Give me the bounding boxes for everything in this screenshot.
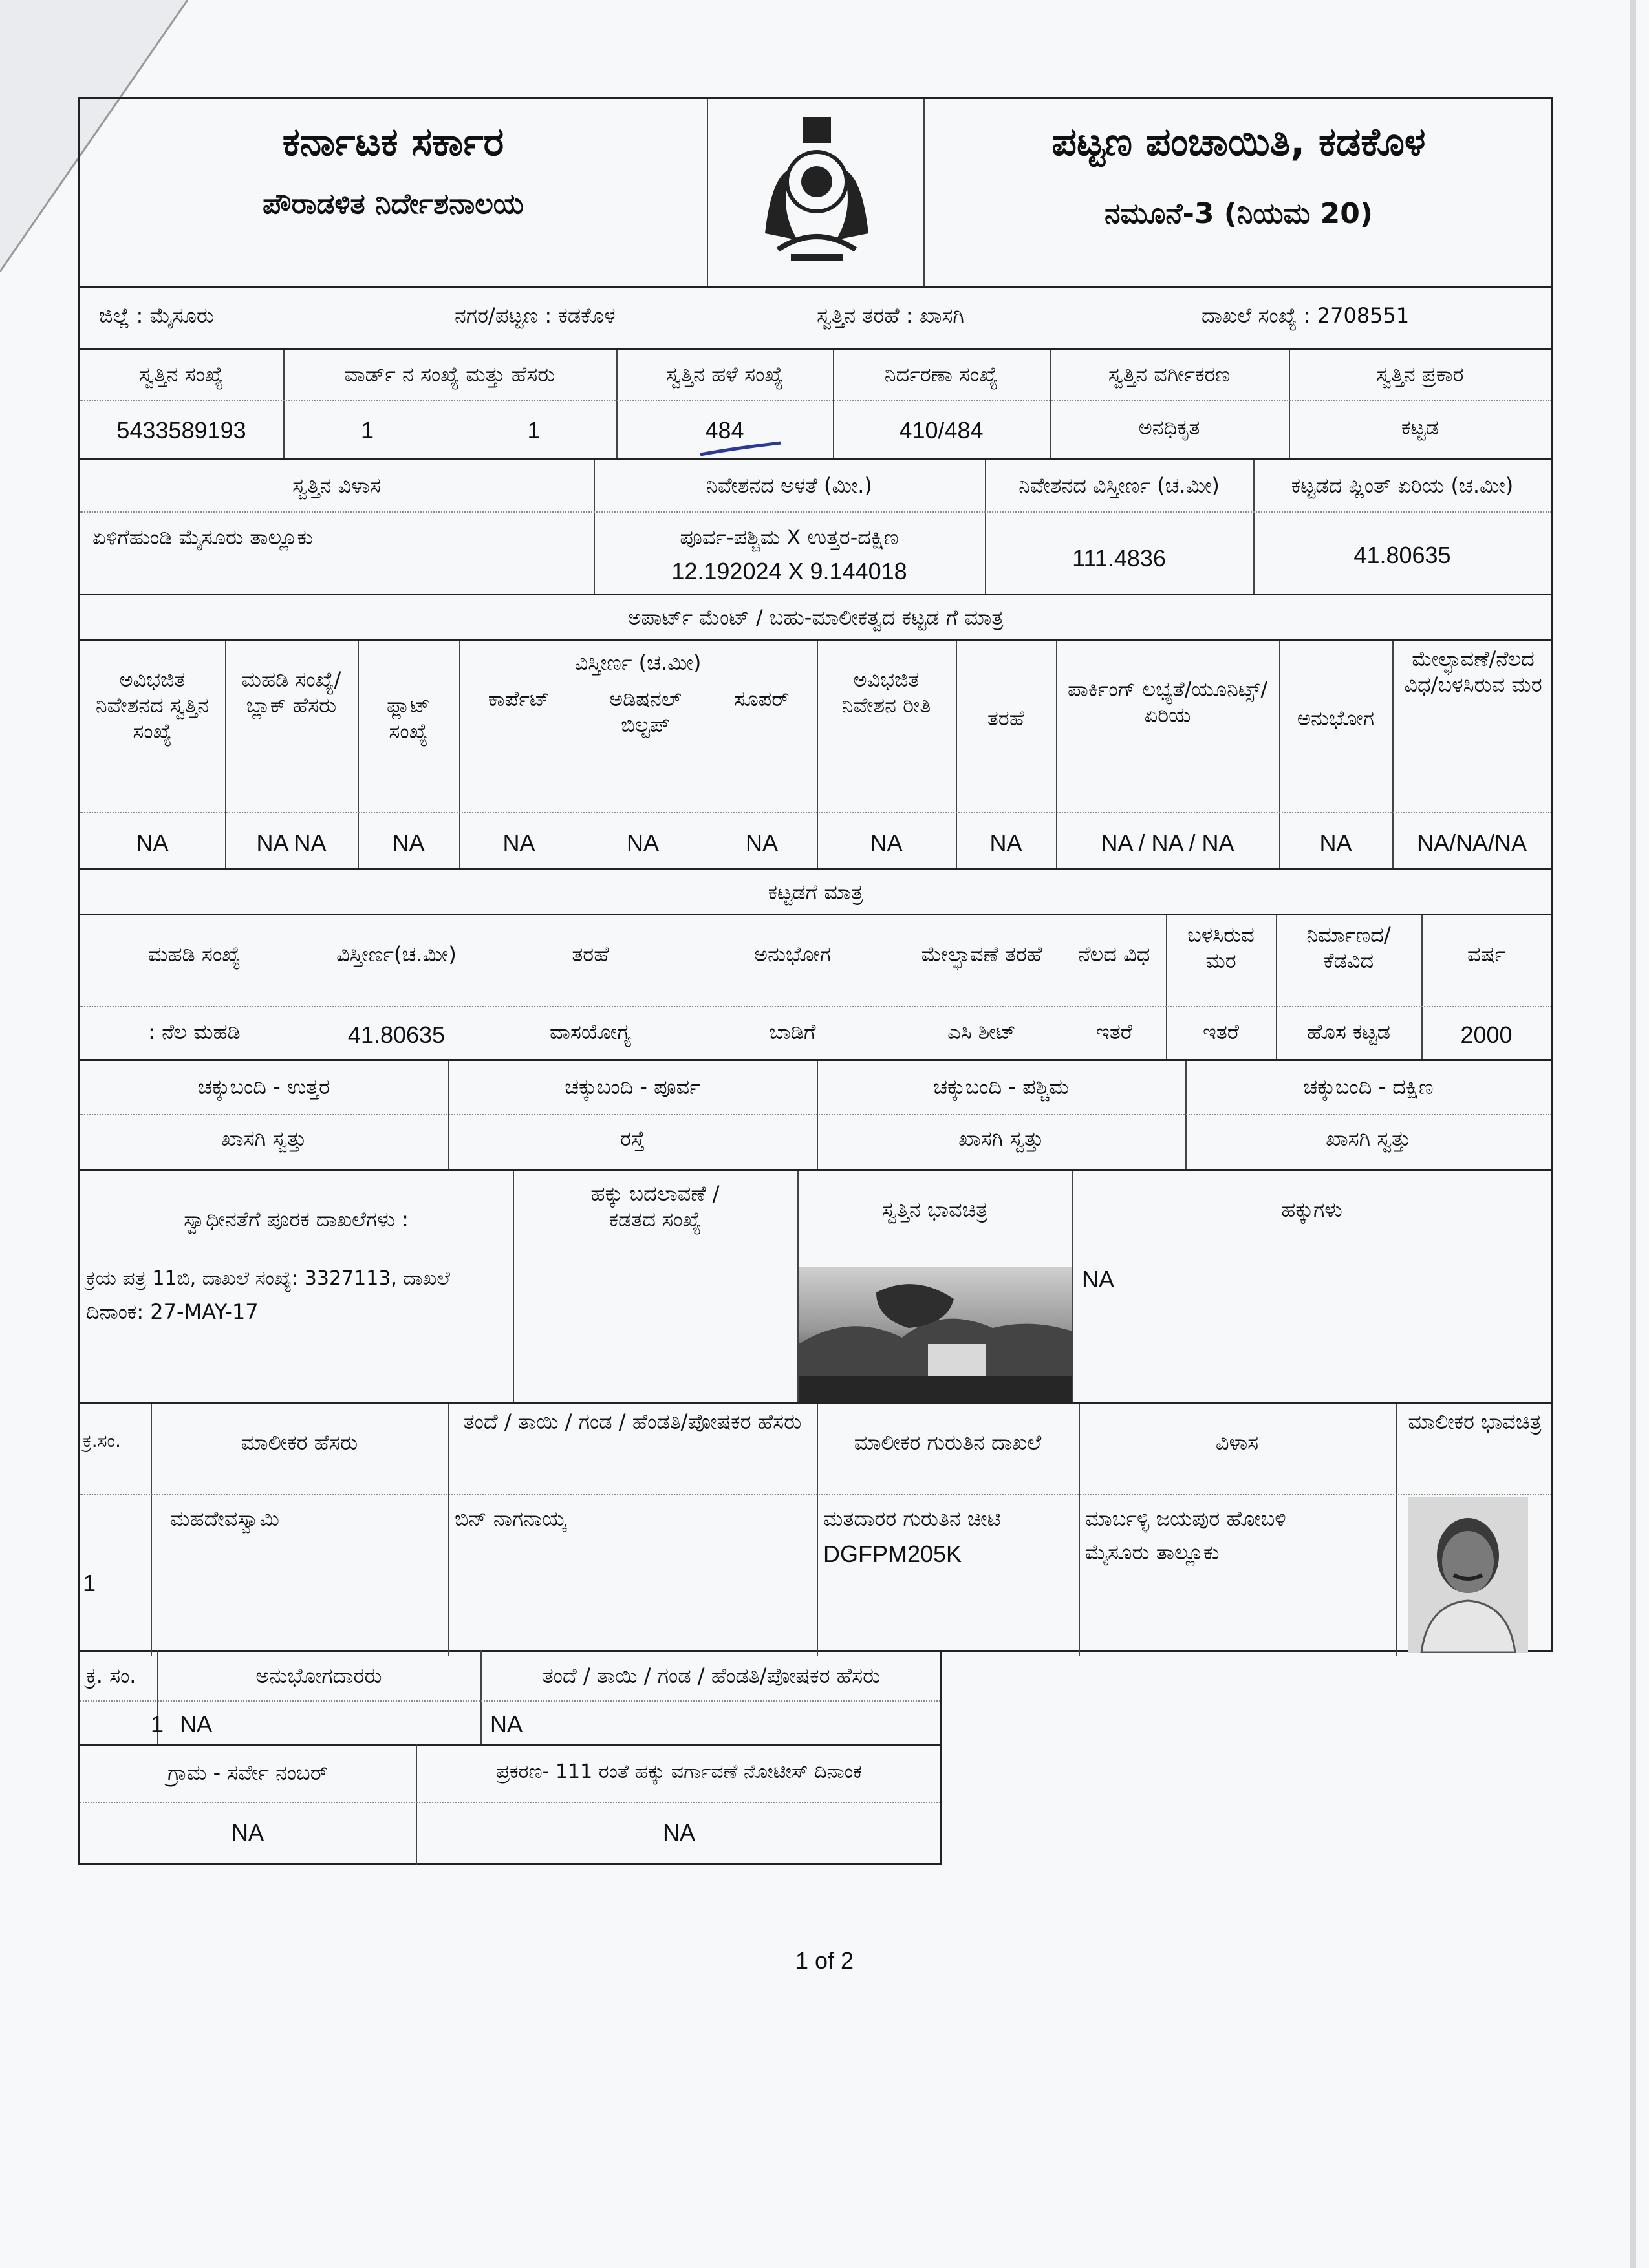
col-plinth-area: ಕಟ್ಟಡದ ಪ್ಲಿಂತ್ ಏರಿಯ (ಚ.ಮೀ): [1291, 473, 1514, 498]
assessment-number: 410/484: [899, 417, 984, 444]
col-survey-number: ಗ್ರಾಮ - ಸರ್ವೇ ನಂಬರ್: [167, 1760, 329, 1785]
apt-value-usage: NA: [1319, 829, 1352, 856]
plinth-area-value: 41.80635: [1353, 542, 1451, 568]
property-type-field: ಸ್ವತ್ತಿನ ತರಹೆ : ಖಾಸಗಿ: [817, 303, 964, 328]
owner-photo: [1408, 1497, 1528, 1653]
property-table: [80, 348, 1551, 460]
build-type-value: ವಾಸಯೋಗ್ಯ: [550, 1020, 631, 1044]
site-dimension-value: 12.192024 X 9.144018: [671, 558, 907, 584]
occupant-relation: NA: [490, 1711, 523, 1737]
ward-number: 1: [360, 417, 374, 444]
col-floor-area: ವಿಸ್ತೀರ್ಣ(ಚ.ಮೀ): [336, 942, 457, 967]
apt-value-undivided-method: NA: [870, 829, 903, 856]
boundary-east-value: ರಸ್ತೆ: [620, 1126, 645, 1151]
header-section: [80, 99, 1551, 286]
apt-value-undivided-no: NA: [136, 829, 169, 856]
apartment-table: [80, 639, 1551, 870]
construction-value: ಹೊಸ ಕಟ್ಟಡ: [1306, 1020, 1391, 1044]
occupant-name: NA: [180, 1711, 213, 1737]
col-occupant-serial: ಕ್ರ. ಸಂ.: [86, 1664, 136, 1688]
col-supporting-docs: ಸ್ವಾಧೀನತೆಗೆ ಪೂರಕ ದಾಖಲೆಗಳು :: [184, 1207, 409, 1232]
apt-value-super: NA: [745, 829, 778, 856]
site-dimension-label: ಪೂರ್ವ-ಪಶ್ಚಿಮ X ಉತ್ತರ-ದಕ್ಷಿಣ: [680, 525, 899, 550]
owner-address-line2: ಮೈಸೂರು ತಾಲ್ಲೂಕು: [1085, 1540, 1220, 1565]
col-type: ತರಹೆ: [987, 706, 1025, 731]
col-construction: ನಿರ್ಮಾಣದ/ ಕೆಡವಿದ: [1306, 923, 1391, 973]
record-number-field: ದಾಖಲೆ ಸಂಖ್ಯೆ : 2708551: [1202, 303, 1410, 328]
property-photo: [799, 1267, 1072, 1404]
apt-value-carpet: NA: [502, 829, 535, 856]
col-site-area: ನಿವೇಶನದ ವಿಸ್ತೀರ್ಣ (ಚ.ಮೀ): [1018, 473, 1220, 498]
occupants-survey-frame: [78, 1650, 942, 1865]
col-site-dimension: ನಿವೇಶನದ ಅಳತೆ (ಮೀ.): [706, 473, 872, 498]
owner-id-type: ಮತದಾರರ ಗುರುತಿನ ಚೀಟಿ: [823, 1506, 1001, 1531]
header-right-subtitle: ನಮೂನೆ-3 (ನಿಯಮ 20): [1105, 197, 1373, 230]
boundary-south-label: ಚಕ್ಕುಬಂದಿ - ದಕ್ಷಿಣ: [1303, 1075, 1434, 1099]
area-group-label: ವಿಸ್ತೀರ್ಣ (ಚ.ಮೀ): [574, 650, 702, 675]
col-rights-change: ಹಕ್ಕು ಬದಲಾವಣೆ / ಕಡತದ ಸಂಖ್ಯೆ: [590, 1181, 720, 1232]
col-owner-address: ವಿಳಾಸ: [1215, 1430, 1259, 1455]
town-field: ನಗರ/ಪಟ್ಟಣ : ಕಡಕೊಳ: [455, 303, 616, 328]
property-number: 5433589193: [116, 417, 246, 444]
col-super: ಸೂಪರ್: [734, 687, 790, 711]
header-left-title: ಕರ್ನಾಟಕ ಸರ್ಕಾರ: [282, 120, 504, 165]
col-build-type: ತರಹೆ: [572, 942, 609, 967]
page-number: 1 of 2: [795, 1947, 854, 1974]
apt-value-floor-block: NA NA: [256, 829, 327, 856]
documents-table: [80, 1169, 1551, 1404]
col-build-usage: ಅನುಭೋಗ: [753, 942, 832, 967]
classification-value: ಅನಧಿಕೃತ: [1138, 415, 1200, 440]
col-floor-no: ಮಹಡಿ ಸಂಖ್ಯೆ: [147, 942, 241, 967]
handwritten-underline: [697, 440, 788, 460]
apt-value-type: NA: [989, 829, 1022, 856]
floor-kind-value: ಇತರೆ: [1096, 1020, 1132, 1044]
col-wood-used: ಬಳಸಿರುವ ಮರ: [1187, 923, 1255, 973]
district-field: ಜಿಲ್ಲೆ : ಮೈಸೂರು: [99, 303, 215, 328]
col-property-no: ಸ್ವತ್ತಿನ ಸಂಖ್ಯೆ: [139, 362, 224, 387]
col-owner-serial: ಕ್ರ.ಸಂ.: [83, 1430, 121, 1451]
owner-serial: 1: [83, 1570, 96, 1596]
col-occupant-relation: ತಂದೆ / ತಾಯಿ / ಗಂಡ / ಹೆಂಡತಿ/ಪೋಷಕರ ಹೆಸರು: [542, 1664, 881, 1688]
building-title-row: [80, 868, 1551, 915]
col-roof-floor-wood: ಮೇಲ್ಛಾವಣೆ/ನೆಲದ ವಿಧ/ಬಳಸಿರುವ ಮರ: [1404, 647, 1542, 697]
boundary-south-value: ಖಾಸಗಿ ಸ್ವತ್ತು: [1326, 1126, 1411, 1151]
col-property-kind: ಸ್ವತ್ತಿನ ಪ್ರಕಾರ: [1376, 362, 1464, 387]
col-address: ಸ್ವತ್ತಿನ ವಿಳಾಸ: [292, 473, 381, 498]
col-ward: ವಾರ್ಡ್ ನ ಸಂಖ್ಯೆ ಮತ್ತು ಹೆಸರು: [344, 362, 555, 387]
col-classification: ಸ್ವತ್ತಿನ ವರ್ಗೀಕರಣ: [1108, 362, 1231, 387]
header-right-title: ಪಟ್ಟಣ ಪಂಚಾಯಿತಿ, ಕಡಕೊಳ: [1051, 120, 1426, 165]
survey-number-value: NA: [231, 1819, 264, 1846]
supporting-doc-line1: ಕ್ರಯ ಪತ್ರ 11ಬಿ, ದಾಖಲೆ ಸಂಖ್ಯೆ: 3327113, ದಾಖಲೆ: [86, 1267, 450, 1290]
apt-value-roof: NA/NA/NA: [1416, 829, 1527, 856]
property-kind-value: ಕಟ್ಟಡ: [1401, 415, 1439, 440]
building-section-title: ಕಟ್ಟಡಗೆ ಮಾತ್ರ: [768, 880, 863, 904]
supporting-doc-line2: ದಿನಾಂಕ: 27-MAY-17: [86, 1300, 259, 1324]
karnataka-state-emblem-icon: [752, 104, 881, 272]
col-rights-notice-date: ಪ್ರಕರಣ- 111 ರಂತೆ ಹಕ್ಕು ವರ್ಗಾವಣೆ ನೋಟೀಸ್ ದಿನಾಂಕ: [496, 1760, 862, 1783]
col-owner-id: ಮಾಲೀಕರ ಗುರುತಿನ ದಾಖಲೆ: [854, 1430, 1042, 1455]
apartment-section-title: ಅಪಾರ್ಟ್ ಮೆಂಟ್ / ಬಹು-ಮಾಲೀಕತ್ವದ ಕಟ್ಟಡ ಗೆ ಮಾತ್ರ: [627, 605, 1004, 630]
col-undivided-no: ಅವಿಭಜಿತ ನಿವೇಶನದ ಸ್ವತ್ತಿನ ಸಂಖ್ಯೆ: [95, 667, 210, 744]
col-year: ವರ್ಷ: [1467, 942, 1505, 967]
owners-table: [80, 1402, 1551, 1656]
boundary-north-value: ಖಾಸಗಿ ಸ್ವತ್ತು: [221, 1126, 307, 1151]
boundaries-table: [80, 1059, 1551, 1171]
boundary-north-label: ಚಕ್ಕುಬಂದಿ - ಉತ್ತರ: [197, 1075, 330, 1099]
col-owner-photo: ಮಾಲೀಕರ ಭಾವಚಿತ್ರ: [1408, 1409, 1542, 1434]
wood-used-value: ಇತರೆ: [1203, 1020, 1239, 1044]
building-table: [80, 914, 1551, 1061]
apt-value-flat-no: NA: [392, 829, 425, 856]
old-property-number: 484: [705, 417, 744, 444]
boundary-east-label: ಚಕ್ಕುಬಂದಿ - ಪೂರ್ವ: [565, 1075, 700, 1099]
owner-id-number: DGFPM205K: [823, 1541, 962, 1567]
owner-name: ಮಹದೇವಸ್ವಾಮಿ: [170, 1506, 279, 1531]
col-additional-builtup: ಅಡಿಷನಲ್ ಬಿಲ್ಟಪ್: [609, 687, 682, 737]
col-carpet: ಕಾರ್ಪೆಟ್: [488, 687, 550, 711]
col-property-photo: ಸ್ವತ್ತಿನ ಭಾವಚಿತ್ರ: [881, 1197, 988, 1222]
info-row: [80, 286, 1551, 350]
col-old-no: ಸ್ವತ್ತಿನ ಹಳೆ ಸಂಖ್ಯೆ: [665, 362, 784, 387]
col-flat-no: ಫ್ಲಾಟ್ ಸಂಖ್ಯೆ: [387, 693, 430, 744]
owner-relation: ಬಿನ್ ನಾಗನಾಯ್ಕ: [455, 1506, 566, 1531]
occupant-serial: 1: [150, 1711, 164, 1737]
col-rights: ಹಕ್ಕುಗಳು: [1281, 1197, 1342, 1222]
col-undivided-method: ಅವಿಭಜಿತ ನಿವೇಶನ ರೀತಿ: [841, 667, 931, 718]
roof-type-value: ಎಸಿ ಶೀಟ್: [947, 1020, 1016, 1044]
address-table: [80, 458, 1551, 595]
apt-value-additional: NA: [626, 829, 659, 856]
col-usage: ಅನುಭೋಗ: [1297, 706, 1375, 731]
col-parking: ಪಾರ್ಕಿಂಗ್ ಲಭ್ಯತೆ/ಯೂನಿಟ್ಸ್/ಏರಿಯ: [1067, 677, 1267, 727]
col-roof-type: ಮೇಲ್ಛಾವಣೆ ತರಹೆ: [921, 942, 1042, 967]
owner-address-line1: ಮಾರ್ಬಳ್ಳಿ ಜಯಪುರ ಹೋಬಳಿ: [1085, 1506, 1286, 1531]
col-floor-block: ಮಹಡಿ ಸಂಖ್ಯೆ/ಬ್ಲಾಕ್ ಹೆಸರು: [241, 667, 341, 718]
boundary-west-value: ಖಾಸಗಿ ಸ್ವತ್ತು: [958, 1126, 1044, 1151]
col-occupant-name: ಅನುಭೋಗದಾರರು: [255, 1664, 382, 1688]
rights-notice-date-value: NA: [662, 1819, 695, 1846]
apt-value-parking: NA / NA / NA: [1101, 829, 1234, 856]
header-left-subtitle: ಪೌರಾಡಳಿತ ನಿರ್ದೇಶನಾಲಯ: [263, 187, 524, 220]
col-floor-kind: ನೆಲದ ವಿಧ: [1078, 942, 1150, 967]
ward-name: 1: [527, 417, 541, 444]
site-area-value: 111.4836: [1072, 545, 1166, 572]
boundary-west-label: ಚಕ್ಕುಬಂದಿ - ಪಶ್ಚಿಮ: [933, 1075, 1069, 1099]
apartment-title-row: [80, 594, 1551, 641]
col-owner-name: ಮಾಲೀಕರ ಹೆಸರು: [241, 1430, 358, 1455]
rights-value: NA: [1082, 1266, 1115, 1292]
property-address: ಏಳಿಗೆಹುಂಡಿ ಮೈಸೂರು ತಾಲ್ಲೂಕು: [92, 525, 314, 550]
main-form-frame: [78, 97, 1553, 1652]
floor-number-value: : ನೆಲ ಮಹಡಿ: [148, 1020, 241, 1044]
col-owner-relation: ತಂದೆ / ತಾಯಿ / ಗಂಡ / ಹೆಂಡತಿ/ಪೋಷಕರ ಹೆಸರು: [463, 1409, 802, 1434]
year-value: 2000: [1460, 1022, 1513, 1048]
col-assessment-no: ನಿರ್ದರಣಾ ಸಂಖ್ಯೆ: [884, 362, 998, 387]
build-usage-value: ಬಾಡಿಗೆ: [769, 1020, 816, 1044]
floor-area-value: 41.80635: [347, 1022, 446, 1048]
